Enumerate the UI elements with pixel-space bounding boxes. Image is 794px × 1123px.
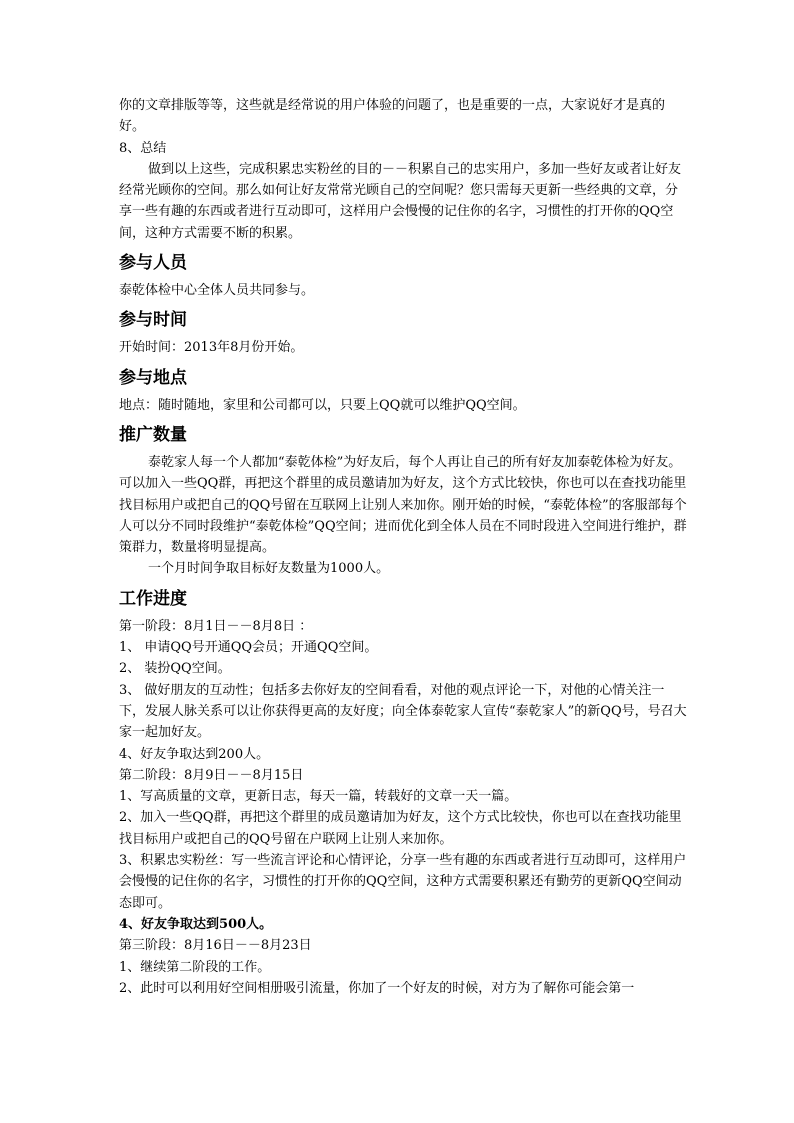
quantity-paragraph-1: 泰乾家人每一个人都加“泰乾体检”为好友后，每个人再让自己的所有好友加泰乾体检为好友。可以加入一些QQ群，再把这个群里的成员邀请加为好友，这个方式比较快，你也可以在查找功能里找目标用户或把自己的QQ号留在互联网上让别人来加你。刚开始的时候，“泰乾体检”的客服部每个人可以分不同时段维护“泰乾体检”QQ空间；进而优化到全体人员在不同时段进入空间进行维护，群策群力，数量将明显提高。 — [119, 454, 687, 556]
location-text: 地点：随时随地，家里和公司都可以，只要上QQ就可以维护QQ空间。 — [119, 397, 526, 413]
list-item: 1、 申请QQ号开通QQ会员；开通QQ空间。 — [119, 640, 378, 656]
document-page — [119, 95, 689, 999]
summary-paragraph: 做到以上这些，完成积累忠实粉丝的目的－－积累自己的忠实用户，多加一些好友或者让好友经常光顾你的空间。那么如何让好友常常光顾自己的空间呢？您只需每天更新一些经典的文章，分享一些有趣的东西或者进行互动即可，这样用户会慢慢的记住你的名字，习惯性的打开你的QQ空间，这种方式需要不断的积累。 — [119, 161, 682, 241]
intro-paragraph: 你的文章排版等等，这些就是经常说的用户体验的问题了，也是重要的一点，大家说好才是真的好。 — [119, 98, 666, 135]
participants-heading: 参与人员 — [119, 253, 187, 274]
list-item: 1、写高质量的文章，更新日志，每天一篇，转载好的文章一天一篇。 — [119, 789, 518, 805]
list-item: 1、继续第二阶段的工作。 — [119, 959, 271, 975]
summary-heading: 8、总结 — [119, 140, 167, 156]
phase1-list — [119, 637, 689, 765]
time-text: 开始时间：2013年8月份开始。 — [119, 340, 304, 356]
phase3-title: 第三阶段：8月16日－－8月23日 — [119, 938, 312, 954]
progress-heading: 工作进度 — [119, 588, 187, 609]
list-item: 3、积累忠实粉丝：写一些流言评论和心情评论，分享一些有趣的东西或者进行互动即可，这样用户会慢慢的记住你的名字，习惯性的打开你的QQ空间，这种方式需要积累还有勤劳的更新QQ空间动态即可。 — [119, 853, 687, 911]
list-item: 4、好友争取达到500人。 — [119, 916, 273, 932]
list-item: 4、好友争取达到200人。 — [119, 746, 270, 762]
list-item: 3、 做好朋友的互动性；包括多去你好友的空间看看，对他的观点评论一下，对他的心情关注一下，发展人脉关系可以让你获得更高的友好度；向全体泰乾家人宣传“泰乾家人”的新QQ号，号召大家一起加好友。 — [119, 682, 687, 741]
list-item: 2、加入一些QQ群，再把这个群里的成员邀请加为好友，这个方式比较快，你也可以在查找功能里找目标用户或把自己的QQ号留在户联网上让别人来加你。 — [119, 810, 682, 847]
quantity-paragraph-2: 一个月时间争取目标好友数量为1000人。 — [148, 561, 390, 577]
time-heading: 参与时间 — [119, 310, 187, 331]
phase2-title: 第二阶段：8月9日－－8月15日 — [119, 767, 304, 783]
list-item: 2、 装扮QQ空间。 — [119, 661, 231, 677]
list-item: 2、此时可以利用好空间相册吸引流量，你加了一个好友的时候，对方为了解你可能会第一 — [119, 980, 635, 996]
phase2-list — [119, 786, 689, 935]
phase3-list — [119, 957, 689, 1000]
phase1-title: 第一阶段：8月1日－－8月8日 ： — [119, 618, 313, 634]
participants-text: 泰乾体检中心全体人员共同参与。 — [119, 283, 315, 299]
quantity-heading: 推广数量 — [119, 424, 187, 445]
location-heading: 参与地点 — [119, 367, 187, 388]
